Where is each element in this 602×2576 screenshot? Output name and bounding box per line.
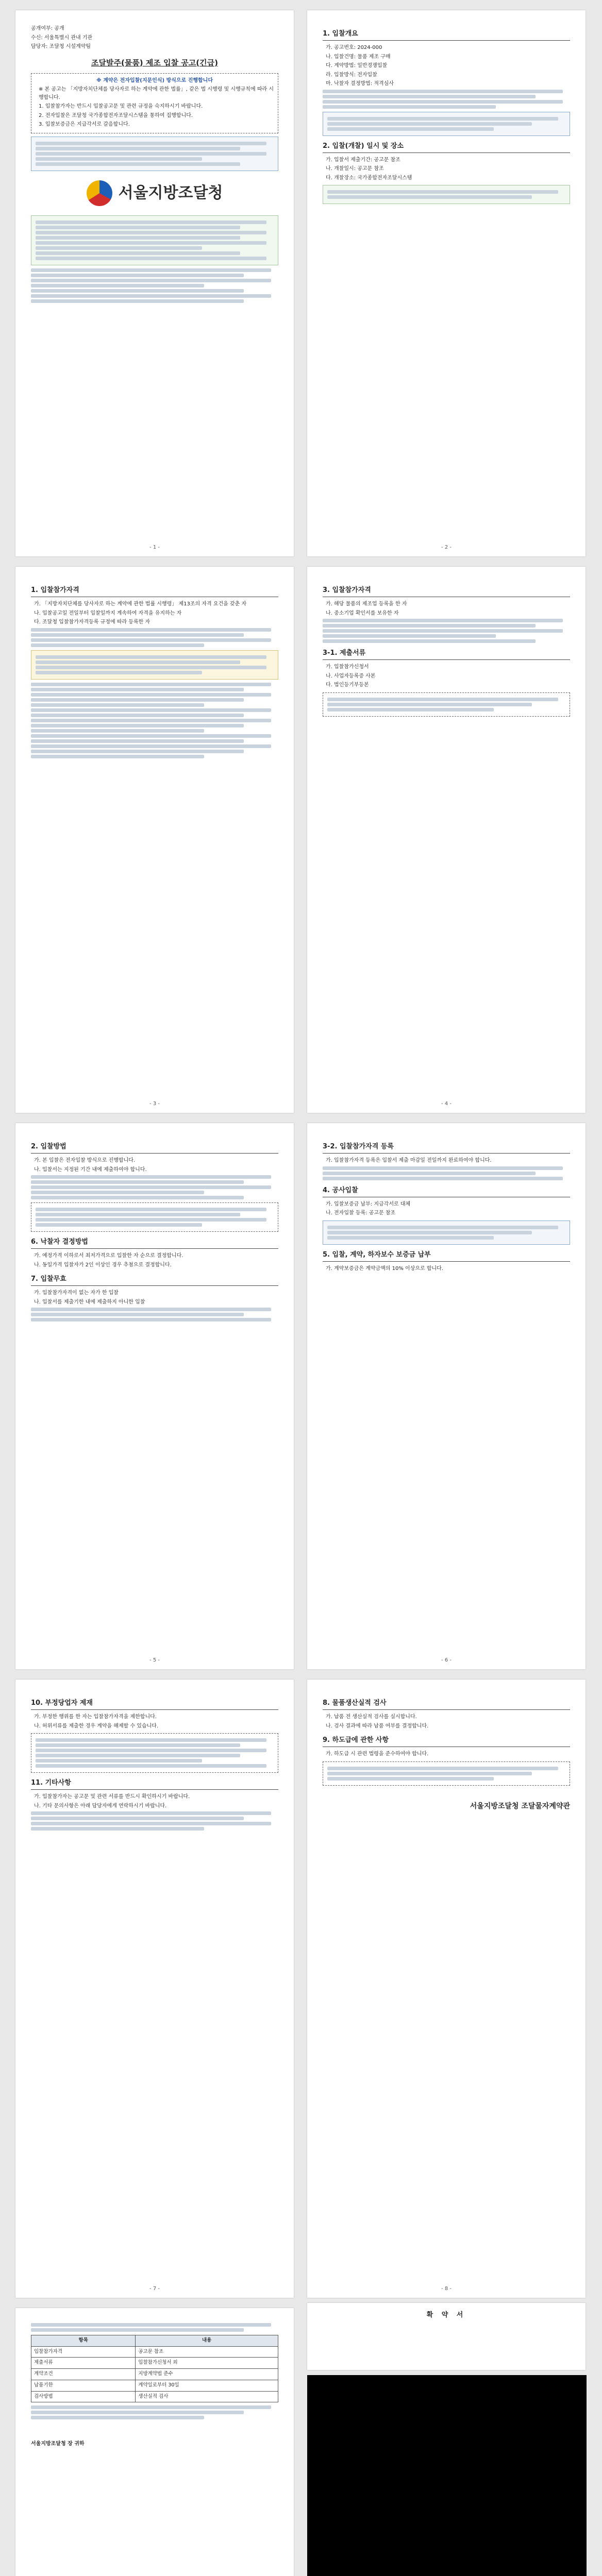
page-left-3	[15, 1123, 294, 1669]
section-line: 다. 조달청 입찰참가자격등록 규정에 따라 등록한 자	[34, 619, 150, 625]
section-line: 마. 낙찰자 결정방법: 적격심사	[326, 81, 394, 87]
page-right-4	[307, 1680, 586, 2298]
section-line: 가. 계약보증금은 계약금액의 10% 이상으로 합니다.	[326, 1265, 444, 1272]
table-cell: 제출서류	[31, 2358, 136, 2369]
header-line: 수신: 서울특별시 관내 기관	[31, 35, 93, 41]
section-line: 나. 기타 문의사항은 아래 담당자에게 연락하시기 바랍니다.	[34, 1803, 167, 1809]
page-right-2	[307, 567, 586, 1113]
notice-line: ※ 본 공고는 「지방자치단체를 당사자로 하는 계약에 관한 법률」, 같은 법 시행령 및 시행규칙에 따라 시행합니다.	[39, 87, 274, 100]
page-number: - 1 -	[15, 544, 294, 552]
page-left-5	[15, 2308, 294, 2576]
notice-line: 2. 전자입찰은 조달청 국가종합전자조달시스템을 통하여 집행합니다.	[39, 112, 193, 118]
black-page-area	[307, 2375, 587, 2576]
section-line: 가. 부정한 행위를 한 자는 입찰참가자격을 제한합니다.	[34, 1714, 157, 1720]
section-line: 가. 입찰참가자는 공고문 및 관련 서류를 반드시 확인하시기 바랍니다.	[34, 1794, 190, 1800]
section-line: 나. 동일가격 입찰자가 2인 이상인 경우 추첨으로 결정합니다.	[34, 1262, 172, 1268]
signature: 서울지방조달청 조달물자계약관	[470, 1802, 570, 1810]
section-title: 10. 부정당업자 제재	[31, 1698, 278, 1710]
section-line: 나. 개찰일시: 공고문 참조	[326, 166, 384, 172]
header-line: 공개여부: 공개	[31, 26, 64, 31]
section-line: 가. 본 입찰은 전자입찰 방식으로 진행합니다.	[34, 1158, 136, 1164]
page-number: - 3 -	[15, 1100, 294, 1108]
section-title: 1. 입찰참가자격	[31, 585, 278, 597]
section-line: 다. 계약방법: 일반경쟁입찰	[326, 63, 388, 69]
notice-line: 3. 입찰보증금은 지급각서로 갈음합니다.	[39, 122, 130, 128]
table-header: 항목	[31, 2335, 136, 2347]
green-info-box	[323, 185, 570, 204]
dashed-box	[31, 1202, 278, 1232]
page-right-1	[307, 10, 586, 556]
table-cell: 공고문 참조	[136, 2346, 278, 2358]
section-line: 라. 입찰방식: 전자입찰	[326, 72, 377, 78]
logo-text: 서울지방조달청	[118, 183, 223, 202]
requirements-table	[31, 2335, 278, 2402]
info-box	[323, 1221, 570, 1245]
table-cell: 생산실적 검사	[136, 2391, 278, 2402]
info-box	[323, 112, 570, 136]
page-number: - 7 -	[15, 2285, 294, 2293]
dashed-box	[323, 1761, 570, 1786]
green-info-box	[31, 215, 278, 265]
section-line: 다. 법인등기부등본	[326, 682, 369, 688]
dashed-box	[31, 1733, 278, 1773]
section-line: 가. 입찰서 제출기간: 공고문 참조	[326, 157, 400, 163]
info-box	[31, 137, 278, 171]
table-cell: 납품기한	[31, 2380, 136, 2391]
section-line: 가. 공고번호: 2024-000	[326, 45, 382, 51]
section-title: 2. 입찰(개찰) 일시 및 장소	[323, 141, 570, 153]
section-line: 다. 개찰장소: 국가종합전자조달시스템	[326, 175, 412, 181]
section-title: 5. 입찰, 계약, 하자보수 보증금 납부	[323, 1250, 570, 1262]
notice-box	[31, 73, 278, 133]
page-number: - 4 -	[307, 1100, 586, 1108]
section-line: 가. 하도급 시 관련 법령을 준수하여야 합니다.	[326, 1751, 429, 1757]
section-line: 가. 「지방자치단체를 당사자로 하는 계약에 관한 법률 시행령」 제13조의 자격 요건을 갖춘 자	[34, 601, 247, 607]
header-line: 담당자: 조달청 시설계약팀	[31, 44, 91, 49]
page-left-4	[15, 1680, 294, 2298]
section-line: 나. 중소기업 확인서를 보유한 자	[326, 610, 399, 616]
section-title: 1. 입찰개요	[323, 29, 570, 41]
attachment-header	[307, 2303, 586, 2370]
table-row	[31, 2369, 278, 2380]
section-title: 7. 입찰무효	[31, 1274, 278, 1286]
section-title: 9. 하도급에 관한 사항	[323, 1735, 570, 1747]
section-line: 가. 해당 물품의 제조업 등록을 한 자	[326, 601, 407, 607]
page-number: - 6 -	[307, 1656, 586, 1665]
table-cell: 입찰참가자격	[31, 2346, 136, 2358]
section-line: 가. 입찰참가자격 등록은 입찰서 제출 마감일 전일까지 완료하여야 합니다.	[326, 1158, 492, 1164]
page-right-3	[307, 1123, 586, 1669]
notice-box-title: ※ 계약은 전자입찰(지문인식) 방식으로 진행합니다	[96, 77, 213, 83]
section-line: 가. 납품 전 생산실적 검사를 실시합니다.	[326, 1714, 417, 1720]
section-line: 나. 입찰건명: 물품 제조 구매	[326, 54, 391, 60]
table-header: 내용	[136, 2335, 278, 2347]
table-cell: 계약일로부터 30일	[136, 2380, 278, 2391]
section-line: 가. 입찰참가신청서	[326, 664, 369, 670]
section-title: 3-1. 제출서류	[323, 648, 570, 660]
seoul-logo-icon	[87, 180, 112, 206]
organization-logo	[31, 180, 278, 206]
page-number: - 8 -	[307, 2285, 586, 2293]
table-row	[31, 2380, 278, 2391]
document-header	[31, 25, 278, 51]
section-line: 나. 입찰공고일 전일부터 입찰일까지 계속하여 자격을 유지하는 자	[34, 610, 182, 616]
dashed-box	[323, 692, 570, 717]
table-cell: 지방계약법 준수	[136, 2369, 278, 2380]
page-left-1	[15, 10, 294, 556]
table-cell: 입찰참가신청서 외	[136, 2358, 278, 2369]
table-cell: 계약조건	[31, 2369, 136, 2380]
footer-org: 서울지방조달청 장 귀하	[31, 2441, 85, 2447]
highlight-box	[31, 650, 278, 680]
page-number: - 2 -	[307, 544, 586, 552]
attachment-title: 확 약 서	[426, 2311, 466, 2319]
section-line: 나. 전자입찰 등록: 공고문 참조	[326, 1210, 396, 1216]
table-cell: 검사방법	[31, 2391, 136, 2402]
page-left-2	[15, 567, 294, 1113]
section-line: 나. 허위서류를 제출한 경우 계약을 해제할 수 있습니다.	[34, 1723, 159, 1729]
section-title: 3-2. 입찰참가자격 등록	[323, 1142, 570, 1154]
table-row	[31, 2358, 278, 2369]
page-number: - 5 -	[15, 1656, 294, 1665]
section-title: 8. 물품생산실적 검사	[323, 1698, 570, 1710]
section-line: 나. 검사 결과에 따라 납품 여부를 결정합니다.	[326, 1723, 429, 1729]
section-title: 2. 입찰방법	[31, 1142, 278, 1154]
section-line: 가. 입찰보증금 납부: 지급각서로 대체	[326, 1201, 411, 1207]
section-line: 나. 입찰서는 지정된 기간 내에 제출하여야 합니다.	[34, 1166, 147, 1173]
main-title: 조달발주(물품) 제조 입찰 공고(긴급)	[91, 58, 218, 67]
section-title: 4. 공사입찰	[323, 1185, 570, 1197]
section-line: 나. 사업자등록증 사본	[326, 673, 376, 679]
table-row	[31, 2391, 278, 2402]
table-row	[31, 2346, 278, 2358]
section-title: 6. 낙찰자 결정방법	[31, 1237, 278, 1249]
section-title: 3. 입찰참가자격	[323, 585, 570, 597]
notice-line: 1. 입찰참가자는 반드시 입찰공고문 및 관련 규정을 숙지하시기 바랍니다.	[39, 104, 203, 110]
section-line: 가. 입찰참가자격이 없는 자가 한 입찰	[34, 1290, 119, 1296]
section-line: 가. 예정가격 이하로서 최저가격으로 입찰한 자 순으로 결정합니다.	[34, 1253, 183, 1259]
section-title: 11. 기타사항	[31, 1778, 278, 1790]
section-line: 나. 입찰서를 제출기한 내에 제출하지 아니한 입찰	[34, 1299, 145, 1305]
